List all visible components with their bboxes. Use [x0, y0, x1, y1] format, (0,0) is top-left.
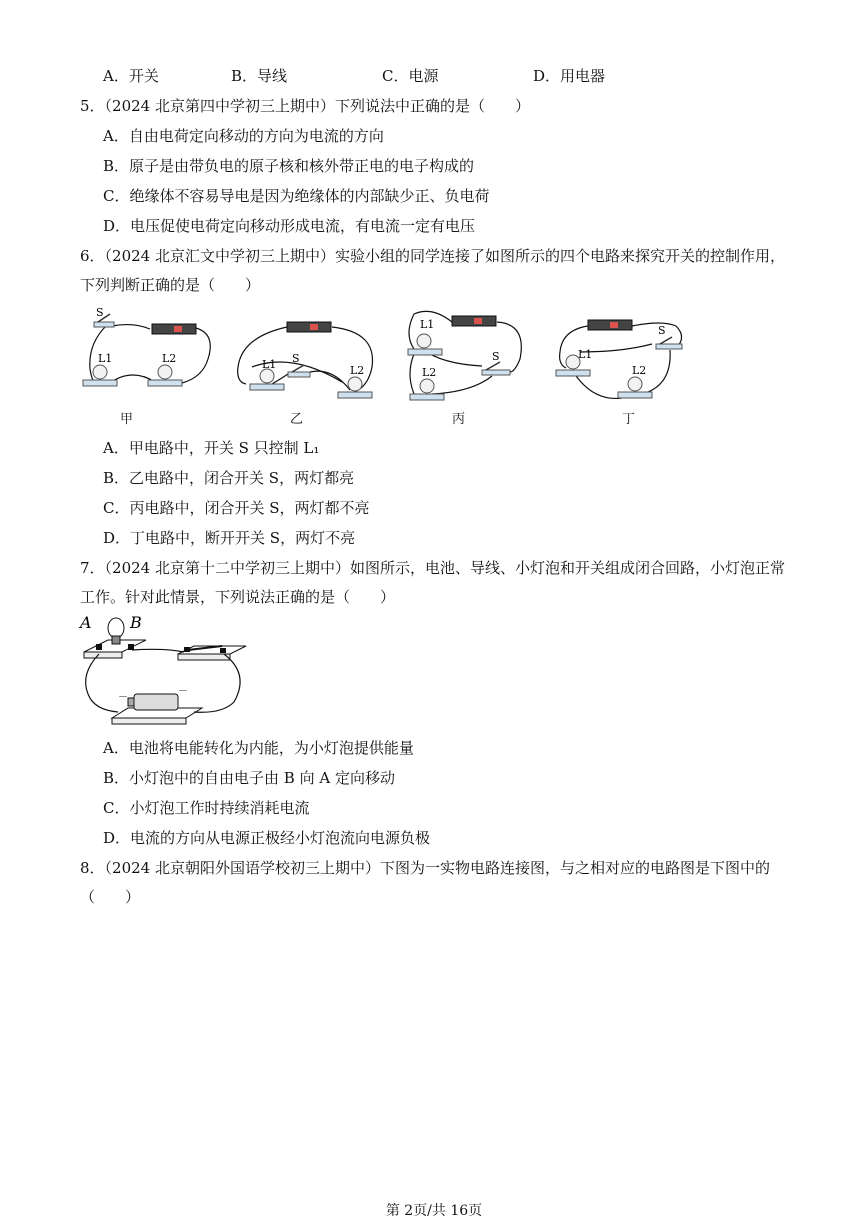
q6-caption-jia: 甲: [120, 412, 134, 427]
q6-circuit-jia: [78, 304, 218, 404]
q6-caption-bing: 丙: [452, 412, 466, 427]
q6-jia-lamp1-label: L1: [98, 352, 113, 365]
q7-option-d: D．电流的方向从电源正极经小灯泡流向电源负极: [103, 829, 431, 847]
q6-option-d: D．丁电路中，断开开关 S，两灯不亮: [103, 529, 356, 547]
q7-label-minus-right: －: [178, 686, 188, 697]
q5-option-d: D．电压促使电荷定向移动形成电流，有电流一定有电压: [103, 217, 476, 235]
q6-bing-switch-label: S: [492, 350, 500, 363]
q6-option-a: A．甲电路中，开关 S 只控制 L₁: [103, 439, 320, 457]
q7-label-a: A: [80, 614, 92, 632]
q7-label-b: B: [130, 614, 142, 632]
page-footer: 第 2页/共 16页: [385, 1203, 483, 1219]
q7-stem-line2: 工作。针对此情景，下列说法正确的是（ ）: [80, 588, 396, 606]
q6-option-c: C．丙电路中，闭合开关 S，两灯都不亮: [103, 499, 370, 517]
q6-ding-switch-label: S: [658, 324, 666, 337]
q6-jia-switch-label: S: [96, 306, 104, 319]
q6-stem-line2: 下列判断正确的是（ ）: [80, 276, 261, 294]
q6-ding-lamp1-label: L1: [578, 348, 593, 361]
q6-circuit-ding: [552, 312, 688, 408]
q7-circuit-figure: [74, 614, 254, 728]
q6-circuit-bing: [402, 304, 528, 408]
q4-option-a: A．开关: [103, 67, 159, 85]
q4-option-d: D．用电器: [533, 67, 606, 85]
q7-option-b: B．小灯泡中的自由电子由 B 向 A 定向移动: [103, 769, 395, 787]
q7-stem-line1: 7．（2024 北京第十二中学初三上期中）如图所示，电池、导线、小灯泡和开关组成闭合回路，小灯泡正常: [80, 559, 785, 577]
q6-caption-ding: 丁: [622, 412, 636, 427]
q6-option-b: B．乙电路中，闭合开关 S，两灯都亮: [103, 469, 355, 487]
q6-ding-lamp2-label: L2: [632, 364, 647, 377]
q5-stem: 5．（2024 北京第四中学初三上期中）下列说法中正确的是（ ）: [80, 97, 530, 115]
q4-option-c: C．电源: [382, 67, 439, 85]
q6-jia-lamp2-label: L2: [162, 352, 177, 365]
q8-stem-line1: 8．（2024 北京朝阳外国语学校初三上期中）下图为一实物电路连接图，与之相对应的电路图是下图中的: [80, 859, 770, 877]
q6-bing-lamp1-label: L1: [420, 318, 435, 331]
q6-yi-lamp1-label: L1: [262, 358, 277, 371]
q7-option-a: A．电池将电能转化为内能，为小灯泡提供能量: [103, 739, 414, 757]
q6-stem-line1: 6．（2024 北京汇文中学初三上期中）实验小组的同学连接了如图所示的四个电路来探究开关的控制作用，: [80, 247, 785, 265]
q5-option-c: C．绝缘体不容易导电是因为绝缘体的内部缺少正、负电荷: [103, 187, 490, 205]
q8-stem-line2: （ ）: [80, 888, 141, 906]
q6-yi-lamp2-label: L2: [350, 364, 365, 377]
q4-option-b: B．导线: [231, 67, 288, 85]
q6-caption-yi: 乙: [290, 412, 304, 427]
q6-bing-lamp2-label: L2: [422, 366, 437, 379]
q5-option-a: A．自由电荷定向移动的方向为电流的方向: [103, 127, 384, 145]
q5-option-b: B．原子是由带负电的原子核和核外带正电的电子构成的: [103, 157, 475, 175]
q6-circuit-yi: [232, 312, 382, 404]
q6-yi-switch-label: S: [292, 352, 300, 365]
q7-option-c: C．小灯泡工作时持续消耗电流: [103, 799, 310, 817]
q7-label-minus-left: －: [118, 692, 128, 703]
